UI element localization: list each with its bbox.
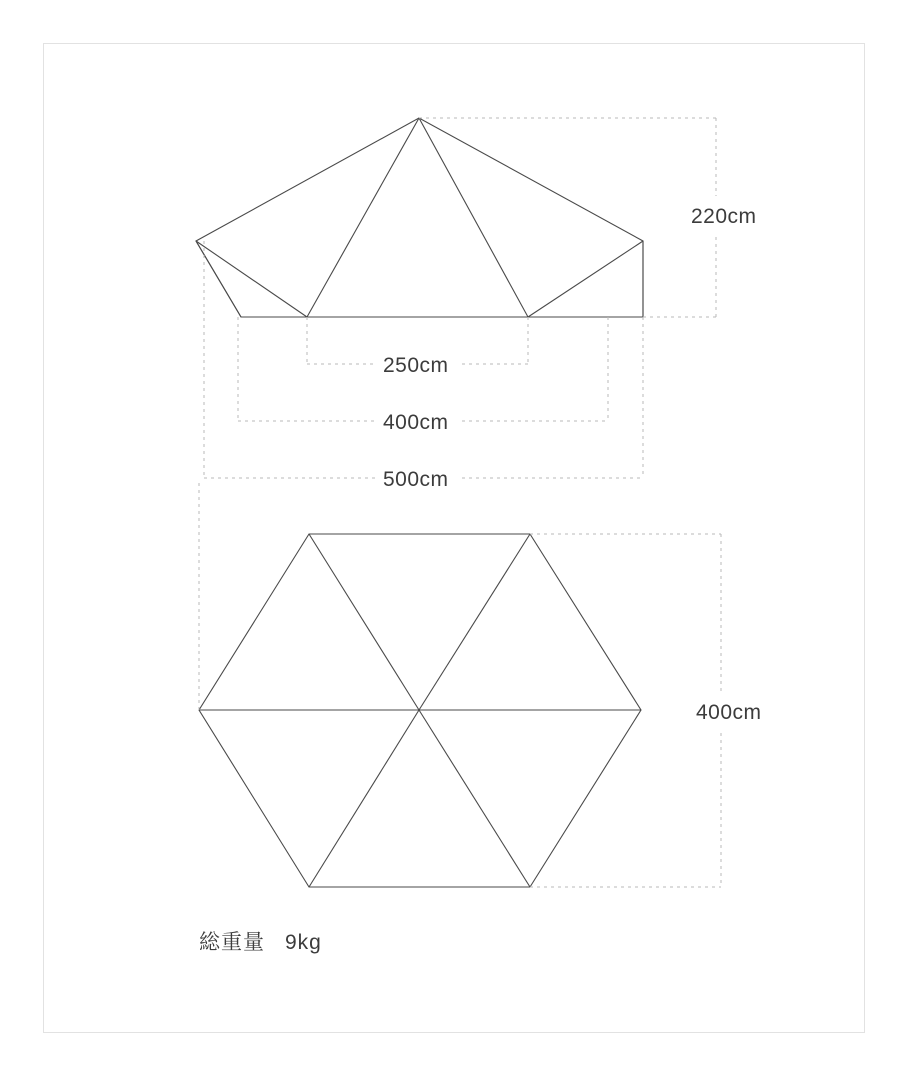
plan-hexagon-group [199, 534, 641, 887]
depth-dimension-group [199, 482, 762, 887]
hexagon-diagonal-a [309, 534, 419, 710]
tent-wing-left [196, 241, 307, 317]
tent-panel-fold-left [307, 118, 419, 317]
inner-width-dimension-group [307, 317, 528, 377]
height-dimension-group [419, 118, 757, 317]
total-weight-value: 9kg [285, 931, 322, 954]
hexagon-diagonal-c [309, 710, 419, 887]
total-weight-label: 総重量 [199, 931, 265, 954]
inner-width-label: 250cm [383, 354, 449, 377]
front-elevation-group [196, 118, 643, 317]
hexagon-diagonal-b [419, 534, 530, 710]
mid-width-label: 400cm [383, 411, 449, 434]
depth-dimension-label: 400cm [696, 701, 762, 724]
hexagon-diagonal-d [419, 710, 530, 887]
tent-wing-left-inner [196, 241, 241, 317]
outer-width-label: 500cm [383, 468, 449, 491]
total-weight-group [199, 931, 322, 954]
tent-wing-right [528, 241, 643, 317]
height-dimension-label: 220cm [691, 205, 757, 228]
